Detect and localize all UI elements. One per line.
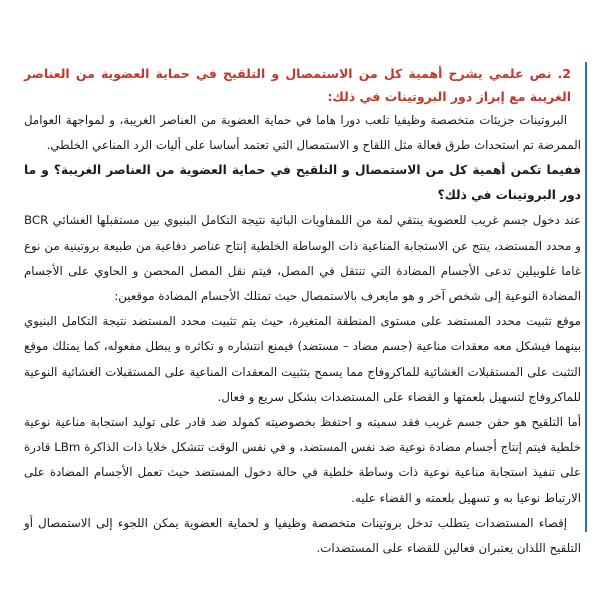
margin-rule (585, 62, 587, 532)
document-title: 2. نص علمي يشرح أهمية كل من الاستمصال و التلقيح في حماية العضوية من العناصر الغريبة مع إبراز دور البروتينات في ذلك: (24, 66, 571, 104)
paragraph-antibody-sites: موقع تثبيت محدد المستضد على مستوى المنطقة المتغيرة، حيث يتم تثبيت محدد المستضد نتيجة التكامل البنيوي بينهما فيشكل معه معقدات مناعية (جسم مضاد – مستضد) فيمنع انتشاره و تكاثره و يبطل مفعوله، كما يمتلك موقع التثبت على المستقبلات الغشائية للماكروفاج مما يسمح بتثبيت المعقدات المناعية على المستقبلات الغشائية النوعية للماكروفاج لتسهيل بلعمتها و القضاء على المستضدات بشكل سريع و فعال. (24, 314, 581, 404)
paragraph-question: ففيما تكمن أهمية كل من الاستمصال و التلقيح في حماية العضوية من العناصر الغريبة؟ و ما دور البروتينات في ذلك؟ (24, 163, 581, 203)
paragraph-serotherapy: عند دخول جسم غريب للعضوية ينتقي لمة من اللمفاويات البائية نتيجة التكامل البنيوي بين مستقبلها الغشائي BCR و محدد المستضد، ينتج عن الاستجابة المناعية ذات الوساطة الخلطية إنتاج عناصر دفاعية من طبيعة بروتينية من نوع غاما غلوبيلين تدعى الأجسام المضادة التي تنتقل في المصل، فيتم نقل المصل المحصن و الحاوي على الأجسام المضادة النوعية إلى شخص آخر و هو مايعرف بالاستمصال حيث تمتلك الأجسام المضادة موقعين: (24, 213, 581, 304)
paragraph-intro: البروتينات جزيئات متخصصة وظيفيا تلعب دورا هاما في حماية العضوية من العناصر الغريبة، و لمواجهة العوامل الممرضة تم استحداث طرق فعالة مثل اللقاح و الاستمصال التي تعتمد أساسا على أليات الرد المناعي الخلطي. (24, 113, 581, 153)
document-page (14, 62, 587, 556)
paragraph-vaccination: أما التلقيح هو حقن جسم غريب فقد سميته و احتفظ بخصوصيته كمولد ضد قادر على توليد استجابة مناعية نوعية خلطية فيتم إنتاج أجسام مضادة نوعية ضد نفس المستضد، و في نفس الوقت تتشكل خلايا ذات الذاكرة LBm قادرة على تنفيذ استجابة مناعية نوعية ذات وساطة خلطية في حالة دخول المستضد حيث تعمل الأجسام المضادة على الارتباط نوعيا به و تسهيل بلعمته و القضاء عليه. (24, 415, 582, 505)
paragraph-conclusion: إقصاء المستضدات يتطلب تدخل بروتينات متخصصة وظيفيا و لحماية العضوية يمكن اللجوء إلى الاستمصال أو التلقيح اللذان يعتبران فعالين للقضاء على المستضدات. (24, 515, 581, 556)
